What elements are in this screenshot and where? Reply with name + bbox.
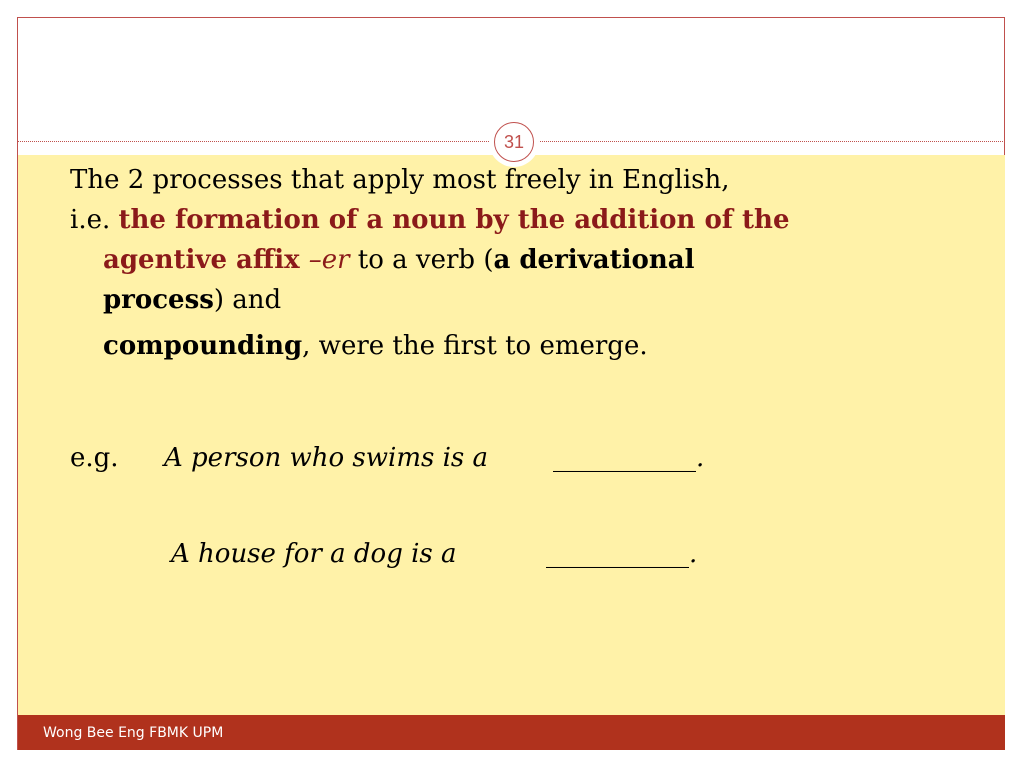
example-2-blank: ___________. bbox=[546, 539, 698, 569]
example-1-text: A person who swims is a bbox=[164, 443, 489, 473]
body-line-1: The 2 processes that apply most freely in English, bbox=[70, 165, 730, 195]
slide-body bbox=[70, 160, 950, 366]
body-line-4: process) and bbox=[103, 285, 282, 315]
body-line-5: compounding, were the first to emerge. bbox=[103, 331, 648, 361]
compounding-term: compounding bbox=[103, 331, 303, 361]
affix-er: –er bbox=[308, 245, 350, 275]
example-label: e.g. bbox=[70, 443, 119, 473]
example-1-blank: ___________. bbox=[553, 443, 705, 473]
body-line-3: agentive affix –er to a verb (a derivational bbox=[103, 245, 695, 275]
body-line-2: i.e. the formation of a noun by the addition of the bbox=[70, 205, 790, 235]
highlight-formation: the formation of a noun by the addition of the bbox=[118, 205, 790, 235]
footer-text: Wong Bee Eng FBMK UPM bbox=[43, 725, 224, 741]
example-2-text: A house for a dog is a bbox=[171, 539, 457, 569]
slide-number: 31 bbox=[494, 122, 534, 162]
